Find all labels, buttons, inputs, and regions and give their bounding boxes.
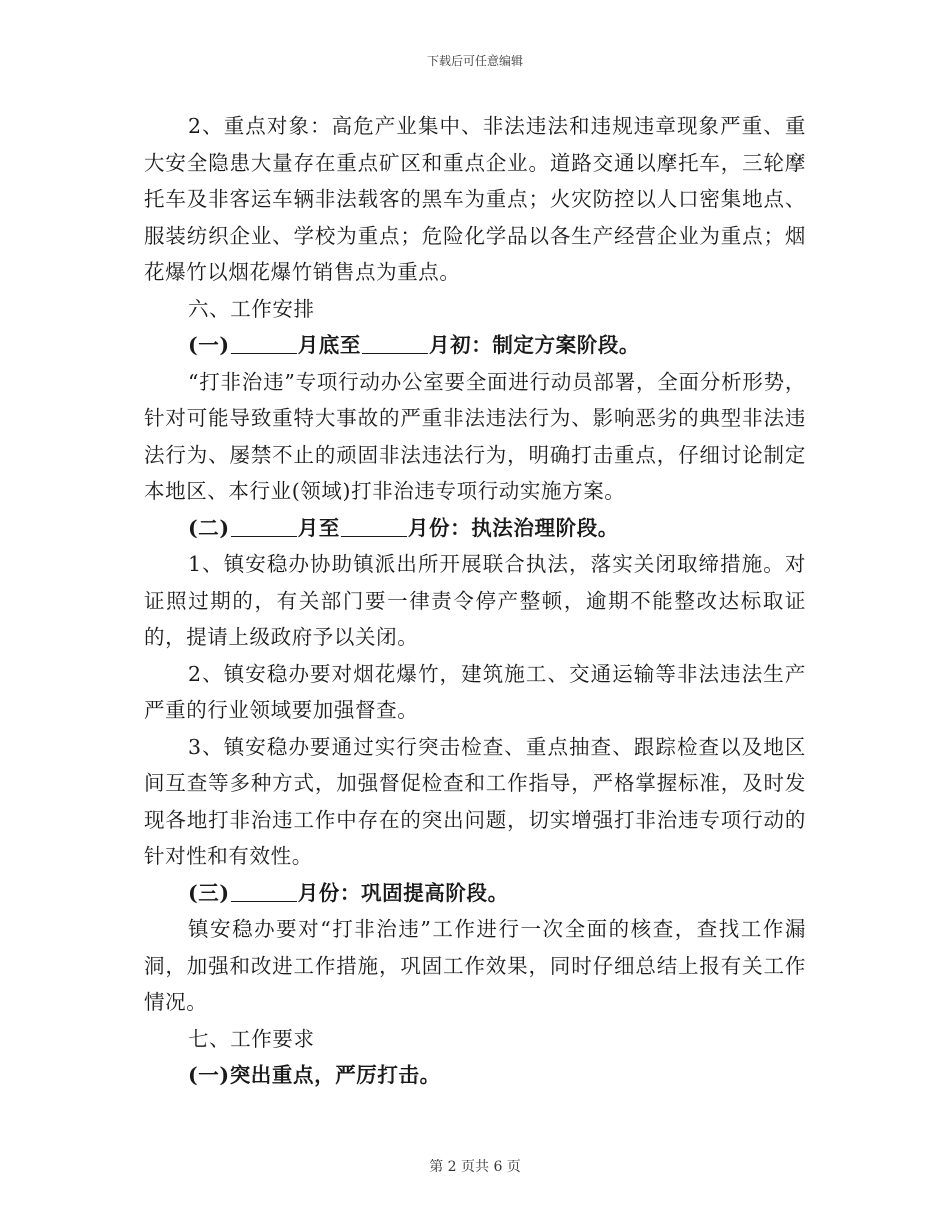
- paragraph-phase-3-body: 镇安稳办要对“打非治违”工作进行一次全面的核查，查找工作漏洞，加强和改进工作措施，巩固工作效果，同时仔细总结上报有关工作情况。: [144, 917, 806, 1014]
- phase-2-title: 月份：执法治理阶段。: [407, 515, 619, 540]
- phase-3-title: 月份：巩固提高阶段。: [297, 880, 509, 905]
- page-footer: 第 2 页共 6 页: [429, 1159, 521, 1175]
- phase-heading-1: [144, 327, 806, 364]
- blank-line: [362, 333, 428, 354]
- section-heading-work-arrangement: 六、工作安排: [188, 296, 315, 321]
- phase-1-number: (一): [188, 333, 230, 357]
- paragraph-phase-1-body: “打非治违”专项行动办公室要全面进行动员部署，全面分析形势，针对可能导致重特大事故的严重非法违法行为、影响恶劣的典型非法违法行为、屡禁不止的顽固非法违法行为，明确打击重点，仔细讨论制定本地区、本行业(领域)打非治违专项行动实施方案。: [144, 369, 806, 503]
- paragraph-phase-2-item-3: 3、镇安稳办要通过实行突击检查、重点抽查、跟踪检查以及地区间互查等多种方式，加强督促检查和工作指导，严格掌握标准，及时发现各地打非治违工作中存在的突出问题，切实增强打非治违专项行动的针对性和有效性。: [144, 734, 806, 868]
- paragraph-key-targets: 2、重点对象：高危产业集中、非法违法和违规违章现象严重、重大安全隐患大量存在重点矿区和重点企业。道路交通以摩托车，三轮摩托车及非客运车辆非法载客的黑车为重点；火灾防控以人口密集地点、服装纺织企业、学校为重点；危险化学品以各生产经营企业为重点；烟花爆竹以烟花爆竹销售点为重点。: [144, 114, 806, 284]
- blank-line: [231, 881, 297, 902]
- blank-line: [231, 333, 297, 354]
- phase-heading-2: [144, 510, 806, 547]
- phase-3-number: (三): [188, 880, 230, 905]
- phase-2-number: (二): [188, 515, 230, 540]
- paragraph-phase-2-item-1: 1、镇安稳办协助镇派出所开展联合执法，落实关闭取缔措施。对证照过期的，有关部门要一律责令停产整顿，逾期不能整改达标取证的，提请上级政府予以关闭。: [144, 552, 806, 649]
- phase-1-title: 月初：制定方案阶段。: [429, 333, 641, 357]
- paragraph-phase-2-item-2: 2、镇安稳办要对烟花爆竹，建筑施工、交通运输等非法违法生产严重的行业领域要加强督查。: [144, 661, 806, 722]
- phase-1-mid: 月底至: [297, 333, 362, 357]
- document-body: [144, 108, 806, 1094]
- phase-2-mid: 月至: [297, 515, 340, 540]
- section-heading-work-requirements: 七、工作要求: [188, 1026, 315, 1051]
- blank-line: [341, 516, 407, 537]
- phase-heading-3: [144, 875, 806, 912]
- requirement-heading-1: (一)突出重点，严厉打击。: [188, 1063, 441, 1087]
- blank-line: [231, 516, 297, 537]
- page-header: 下载后可任意编辑: [426, 54, 523, 68]
